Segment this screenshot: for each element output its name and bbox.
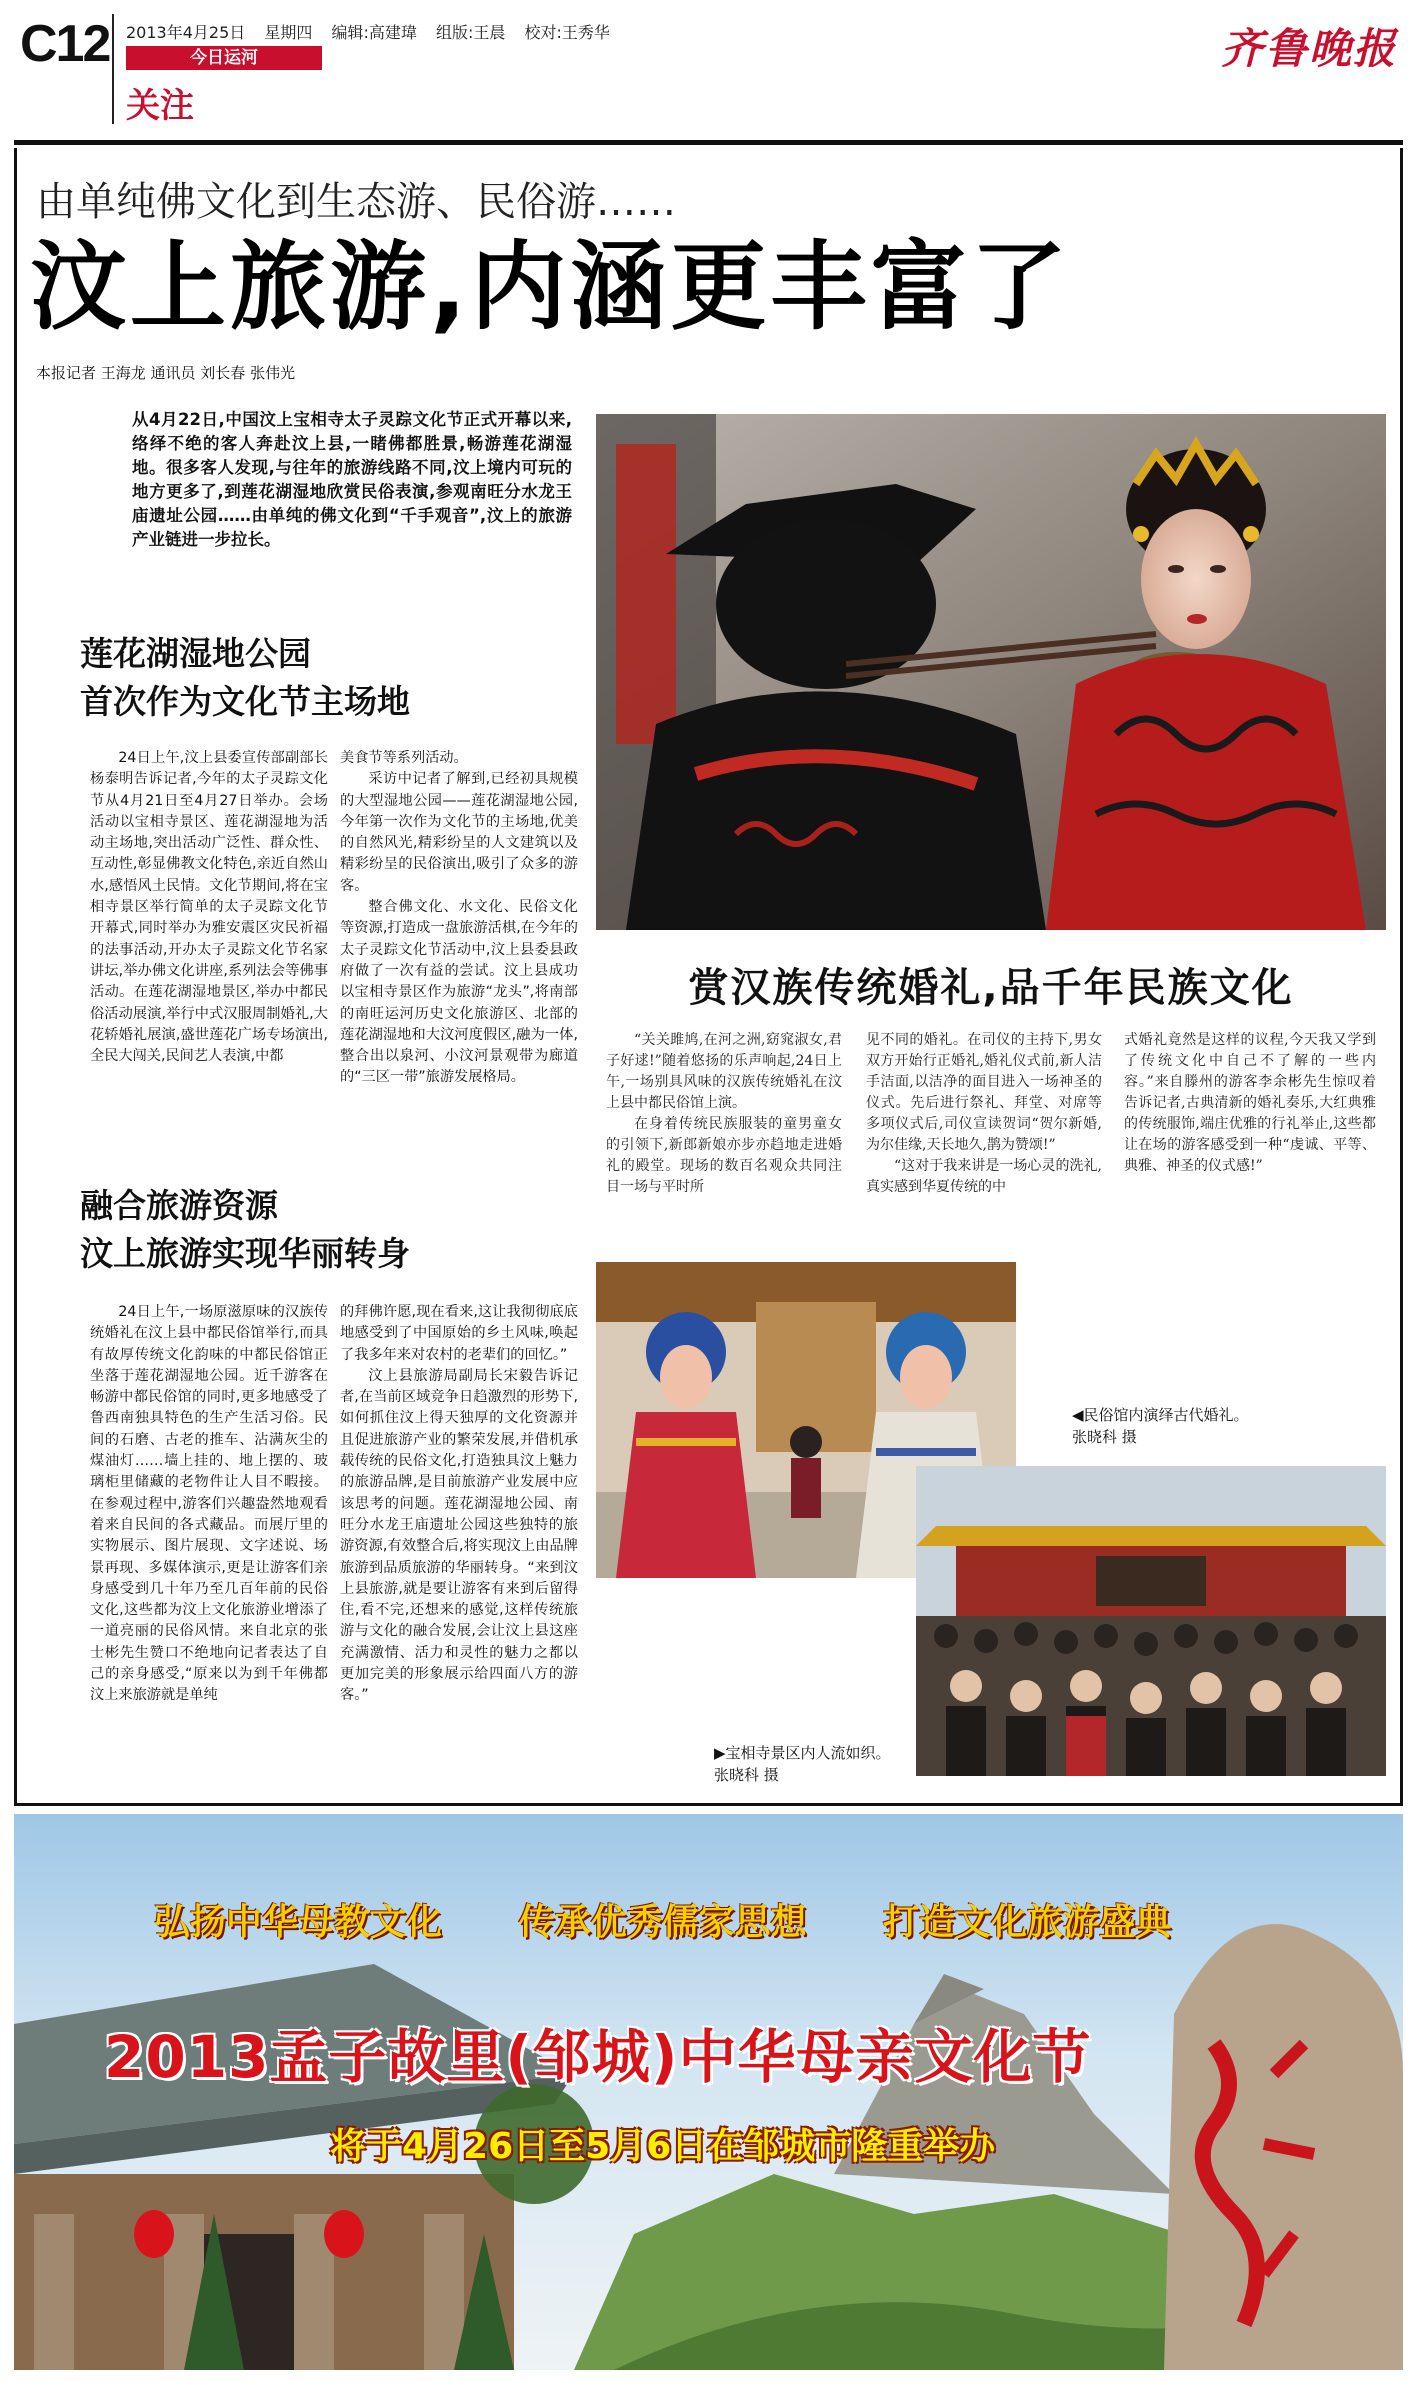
newspaper-logo: 齐鲁晚报 <box>1220 24 1397 73</box>
wedding-column-3 <box>1124 1030 1376 1177</box>
section-tag: 今日运河 <box>126 46 322 70</box>
folk-hall-caption <box>1072 1404 1312 1448</box>
proof-credit: 校对:王秀华 <box>524 23 610 42</box>
page-header <box>0 0 1417 140</box>
section1-column-2 <box>340 748 578 1089</box>
temple-caption <box>714 1742 914 1786</box>
header-divider <box>112 14 114 124</box>
article-headline: 汶上旅游,内涵更丰富了 <box>30 231 1071 343</box>
header-rule <box>14 140 1403 145</box>
temple-caption-credit: 张晓科 摄 <box>714 1766 779 1784</box>
section1-title-line2: 首次作为文化节主场地 <box>80 682 410 721</box>
ad-slogan-3: 打造文化旅游盛典 <box>883 1902 1172 1943</box>
paragraph: 采访中记者了解到,已经初具规模的大型湿地公园——莲花湖湿地公园,今年第一次作为文化节的主场地,优美的自然风光,精彩纷呈的人文建筑以及精彩纷呈的民俗演出,吸引了众多的游客。 <box>340 771 578 894</box>
article-byline: 本报记者 王海龙 通讯员 刘长春 张伟光 <box>36 364 296 382</box>
temple-crowd-photo <box>916 1466 1386 1776</box>
paragraph: “这对于我来讲是一场心灵的洗礼,真实感到华夏传统的中 <box>866 1158 1102 1195</box>
section-name: 关注 <box>126 86 194 126</box>
section1-column-1 <box>90 748 328 1067</box>
section1-heading <box>80 630 410 726</box>
ad-slogan-2: 传承优秀儒家思想 <box>518 1902 807 1943</box>
issue-weekday: 星期四 <box>264 23 313 42</box>
paragraph: 24日上午,一场原滋原味的汉族传统婚礼在汶上县中都民俗馆举行,而具有故厚传统文化韵味的中都民俗馆正坐落于莲花湖湿地公园。近千游客在畅游中都民俗馆的同时,更多地感受了鲁西南独具特色的生产生活习俗。民间的石磨、古老的推车、沾满灰尘的煤油灯……墙上挂的、地上摆的、玻璃柜里储藏的老物件让人目不暇接。在参观过程中,游客们兴趣盎然地观看着来自民间的各式藏品。而展厅里的实物展示、图片展现、文字述说、场景再现、多媒体演示,更是让游客们亲身感受到几十年乃至几百年前的民俗文化,这些都为汶上文化旅游业增添了一道亮丽的民俗风情。来自北京的张士彬先生赞口不绝地向记者表达了自己的亲身感受,“原来以为到千年佛都汶上来旅游就是单纯 <box>90 1304 328 1704</box>
folk-hall-caption-text: ◀民俗馆内演绎古代婚礼。 <box>1072 1406 1249 1424</box>
temple-caption-text: ▶宝相寺景区内人流如织。 <box>714 1744 891 1762</box>
ad-date-line: 将于4月26日至5月6日在邹城市隆重举办 <box>330 2126 996 2167</box>
paragraph: 整合佛文化、水文化、民俗文化等资源,打造成一盘旅游活棋,在今年的太子灵踪文化节活动中,汶上县委县政府做了一次有益的尝试。汶上县成功以宝相寺景区作为旅游“龙头”,将南部的南旺运河历史文化旅游区、北部的莲花湖湿地和大汶河度假区,融为一体,整合出以泉河、小汶河景观带为廊道的“三区一带”旅游发展格局。 <box>340 899 578 1086</box>
section2-title-line2: 汶上旅游实现华丽转身 <box>80 1234 410 1273</box>
ad-festival-title: 2013孟子故里(邹城)中华母亲文化节 <box>104 2023 1092 2091</box>
editor-credit: 编辑:高建瑋 <box>331 23 417 42</box>
wedding-column-2 <box>866 1030 1102 1198</box>
section1-title-line1: 莲花湖湿地公园 <box>80 634 311 673</box>
section2-column-2 <box>340 1302 578 1707</box>
article-lead: 从4月22日,中国汶上宝相寺太子灵踪文化节正式开幕以来,络绎不绝的客人奔赴汶上县,一睹佛都胜景,畅游莲花湖湿地。很多客人发现,与往年的旅游线路不同,汶上境内可玩的地方更多了,到莲花湖湿地欣赏民俗表演,参观南旺分水龙王庙遗址公园……由单纯的佛文化到“千手观音”,汶上的旅游产业链进一步拉长。 <box>132 410 572 549</box>
wedding-photo-art <box>596 414 1386 930</box>
section2-heading <box>80 1182 410 1278</box>
paragraph: 的拜佛许愿,现在看来,这让我彻彻底底地感受到了中国原始的乡土风味,唤起了我多年来对农村的老辈们的回忆。” <box>340 1304 578 1363</box>
temple-crowd-photo-art <box>916 1466 1386 1776</box>
paragraph: 见不同的婚礼。在司仪的主持下,男女双方开始行正婚礼,婚礼仪式前,新人洁手洁面,以洁净的面目进入一场神圣的仪式。先后进行祭礼、拜堂、对席等多项仪式后,司仪宣读贺词“贺尔新婚,为尔佳缘,天长地久,鹊为赞颂!” <box>866 1032 1102 1153</box>
article-kicker: 由单纯佛文化到生态游、民俗游…… <box>36 179 676 225</box>
section2-title-line1: 融合旅游资源 <box>80 1186 278 1225</box>
layout-credit: 组版:王晨 <box>435 23 506 42</box>
ad-slogan-1: 弘扬中华母教文化 <box>154 1902 443 1943</box>
header-meta <box>126 20 624 43</box>
paragraph: 式婚礼竟然是这样的议程,今天我又学到了传统文化中自己不了解的一些内容。”来自滕州的游客李余彬先生惊叹着告诉记者,古典清新的婚礼奏乐,大红典雅的传统服饰,端庄优雅的行礼举止,这些都让在场的游客感受到一种“虔诚、平等、典雅、神圣的仪式感!” <box>1124 1032 1376 1174</box>
section2-column-1 <box>90 1302 328 1707</box>
paragraph: “关关雎鸠,在河之洲,窈窕淑女,君子好逑!”随着悠扬的乐声响起,24日上午,一场别具风味的汉族传统婚礼在汶上县中都民俗馆上演。 <box>606 1032 842 1111</box>
issue-date: 2013年4月25日 <box>126 23 246 42</box>
paragraph: 汶上县旅游局副局长宋毅告诉记者,在当前区域竞争日趋激烈的形势下,如何抓住汶上得天独厚的文化资源并且促进旅游产业的繁荣发展,并借机承载传统的民俗文化,打造独具汶上魅力的旅游品牌,是目前旅游产业发展中应该思考的问题。莲花湖湿地公园、南旺分水龙王庙遗址公园这些独特的旅游资源,有效整合后,将实现汶上由品牌旅游到品质旅游的华丽转身。“来到汶上县旅游,就是要让游客有来到后留得住,看不完,还想来的感觉,这样传统旅游与文化的融合发展,会让汶上县这座充满激情、活力和灵性的魅力之都以更加完美的形象展示给四面八方的游客。” <box>340 1367 578 1704</box>
wedding-column-1 <box>606 1030 842 1198</box>
wedding-caption-title: 赏汉族传统婚礼,品千年民族文化 <box>688 965 1294 1011</box>
wedding-photo <box>596 414 1386 930</box>
festival-advertisement <box>14 1814 1403 2370</box>
folk-hall-caption-credit: 张晓科 摄 <box>1072 1428 1137 1446</box>
paragraph: 美食节等系列活动。 <box>340 750 468 766</box>
ad-slogans <box>154 1894 1235 1945</box>
paragraph: 在身着传统民族服装的童男童女的引领下,新郎新娘亦步亦趋地走进婚礼的殿堂。现场的数百名观众共同注目一场与平时所 <box>606 1116 842 1195</box>
paragraph: 24日上午,汶上县委宣传部副部长杨泰明告诉记者,今年的太子灵踪文化节从4月21日至4月27日举办。会场活动以宝相寺景区、莲花湖湿地为活动主场地,突出活动广泛性、群众性、互动性,彰显佛教文化特色,亲近自然山水,感悟风土民情。文化节期间,将在宝相寺景区举行简单的太子灵踪文化节开幕式,同时举办为雅安震区灾民祈福的法事活动,开办太子灵踪文化节名家讲坛,举办佛文化讲座,系列法会等佛事活动。在莲花湖湿地景区,举办中都民俗活动展演,举行中式汉服周制婚礼,大花轿婚礼展演,盛世莲花广场专场演出,全民大闯关,民间艺人表演,中都 <box>90 750 328 1065</box>
page-number: C12 <box>20 15 110 73</box>
